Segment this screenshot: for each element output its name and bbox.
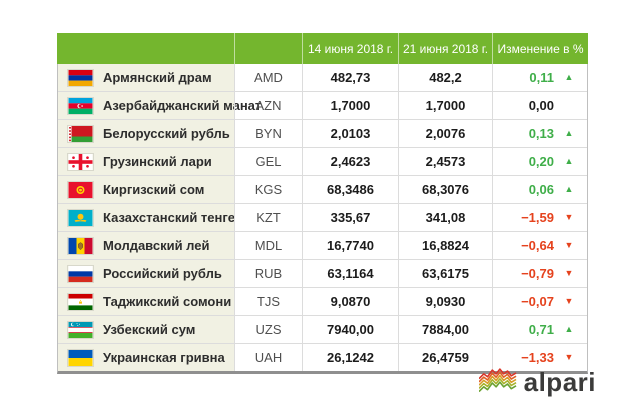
change-value: 0,13: [528, 126, 554, 141]
rate-date-1: 1,7000: [302, 92, 398, 119]
rate-date-1: 9,0870: [302, 288, 398, 315]
flag-belarus-icon: [68, 126, 93, 142]
rate-date-2: 63,6175: [398, 260, 492, 287]
currency-code: BYN: [234, 120, 302, 147]
currency-name-cell: [58, 92, 262, 119]
trend-arrow-icon: ▲: [564, 72, 574, 82]
rate-date-1: 63,1164: [302, 260, 398, 287]
change-cell: [492, 288, 587, 315]
table-body: [57, 64, 588, 374]
currency-code: GEL: [234, 148, 302, 175]
currency-name: Молдавский лей: [103, 238, 210, 253]
currency-name: Казахстанский тенге: [103, 210, 236, 225]
currency-code: UAH: [234, 344, 302, 371]
change-value: −1,33: [521, 350, 554, 365]
trend-arrow-icon: ▼: [564, 268, 574, 278]
currency-code: AZN: [234, 92, 302, 119]
rate-date-2: 68,3076: [398, 176, 492, 203]
change-cell: [492, 232, 587, 259]
rate-date-2: 1,7000: [398, 92, 492, 119]
currency-code: AMD: [234, 64, 302, 91]
rate-date-1: 7940,00: [302, 316, 398, 343]
rate-date-1: 482,73: [302, 64, 398, 91]
currency-name: Российский рубль: [103, 266, 222, 281]
change-cell: [492, 260, 587, 287]
currency-name: Белорусский рубль: [103, 126, 230, 141]
change-cell: [492, 316, 587, 343]
table-row: [58, 91, 587, 119]
currency-name-cell: [58, 176, 234, 203]
trend-arrow-icon: ▼: [564, 296, 574, 306]
change-cell: [492, 120, 587, 147]
currency-name-cell: [58, 344, 234, 371]
change-cell: [492, 92, 587, 119]
alpari-mountain-icon: [479, 368, 517, 395]
change-cell: [492, 64, 587, 91]
currency-code: TJS: [234, 288, 302, 315]
flag-kyrgyzstan-icon: [68, 182, 93, 198]
rate-date-2: 482,2: [398, 64, 492, 91]
currency-name-cell: [58, 232, 234, 259]
header-change: Изменение в %: [492, 33, 588, 64]
table-row: [58, 119, 587, 147]
change-value: 0,11: [529, 70, 554, 85]
trend-arrow-icon: ▲: [564, 324, 574, 334]
header-date-2: 21 июня 2018 г.: [398, 33, 492, 64]
currency-name: Армянский драм: [103, 70, 212, 85]
rate-date-2: 9,0930: [398, 288, 492, 315]
change-value: 0,00: [528, 98, 554, 113]
rate-date-1: 68,3486: [302, 176, 398, 203]
change-value: 0,20: [528, 154, 554, 169]
change-cell: [492, 148, 587, 175]
currency-code: KZT: [234, 204, 302, 231]
currency-name-cell: [58, 316, 234, 343]
header-code: [234, 33, 302, 64]
change-cell: [492, 176, 587, 203]
change-value: −0,79: [521, 266, 554, 281]
flag-moldova-icon: [68, 238, 93, 254]
table-row: [58, 315, 587, 343]
rate-date-1: 2,0103: [302, 120, 398, 147]
currency-name-cell: [58, 120, 234, 147]
rate-date-2: 26,4759: [398, 344, 492, 371]
flag-ukraine-icon: [68, 350, 93, 366]
rate-date-1: 2,4623: [302, 148, 398, 175]
change-value: −0,64: [521, 238, 554, 253]
rate-date-2: 2,0076: [398, 120, 492, 147]
flag-armenia-icon: [68, 70, 93, 86]
currency-code: UZS: [234, 316, 302, 343]
change-value: −0,07: [521, 294, 554, 309]
change-value: 0,71: [528, 322, 554, 337]
currency-name: Грузинский лари: [103, 154, 212, 169]
table-row: [58, 64, 587, 91]
flag-kazakhstan-icon: [68, 210, 93, 226]
trend-arrow-icon: ▼: [564, 212, 574, 222]
flag-georgia-icon: [68, 154, 93, 170]
currency-code: KGS: [234, 176, 302, 203]
trend-arrow-icon: ▼: [564, 240, 574, 250]
flag-azerbaijan-icon: [68, 98, 93, 114]
change-cell: [492, 204, 587, 231]
currency-name-cell: [58, 148, 234, 175]
currency-name-cell: [58, 260, 234, 287]
rate-date-1: 335,67: [302, 204, 398, 231]
table-row: [58, 175, 587, 203]
header-date-1: 14 июня 2018 г.: [302, 33, 398, 64]
currency-name-cell: [58, 204, 234, 231]
alpari-logo-text: alpari: [523, 366, 596, 397]
trend-arrow-icon: ▲: [564, 128, 574, 138]
currency-name-cell: [58, 288, 234, 315]
currency-name-cell: [58, 64, 234, 91]
flag-tajikistan-icon: [68, 294, 93, 310]
trend-arrow-icon: ▲: [564, 156, 574, 166]
rate-date-2: 16,8824: [398, 232, 492, 259]
table-row: [58, 147, 587, 175]
trend-arrow-icon: ▲: [564, 184, 574, 194]
table-row: [58, 231, 587, 259]
table-row: [58, 259, 587, 287]
change-value: 0,06: [528, 182, 554, 197]
trend-arrow-icon: ▼: [564, 352, 574, 362]
table-row: [58, 203, 587, 231]
currency-name: Узбекский сум: [103, 322, 196, 337]
currency-name: Украинская гривна: [103, 350, 225, 365]
rate-date-1: 16,7740: [302, 232, 398, 259]
rate-date-2: 2,4573: [398, 148, 492, 175]
currency-name: Таджикский сомони: [103, 294, 232, 309]
flag-uzbekistan-icon: [68, 322, 93, 338]
table-header-row: [57, 33, 588, 64]
header-currency: [57, 33, 234, 64]
currency-name: Азербайджанский манат: [103, 98, 262, 113]
flag-russia-icon: [68, 266, 93, 282]
rate-date-2: 7884,00: [398, 316, 492, 343]
change-value: −1,59: [521, 210, 554, 225]
currency-code: MDL: [234, 232, 302, 259]
rate-date-2: 341,08: [398, 204, 492, 231]
currency-code: RUB: [234, 260, 302, 287]
alpari-logo: [479, 368, 596, 395]
currency-rates-table: [57, 33, 588, 374]
table-row: [58, 287, 587, 315]
table-row: [58, 343, 587, 371]
currency-name: Киргизский сом: [103, 182, 205, 197]
rate-date-1: 26,1242: [302, 344, 398, 371]
